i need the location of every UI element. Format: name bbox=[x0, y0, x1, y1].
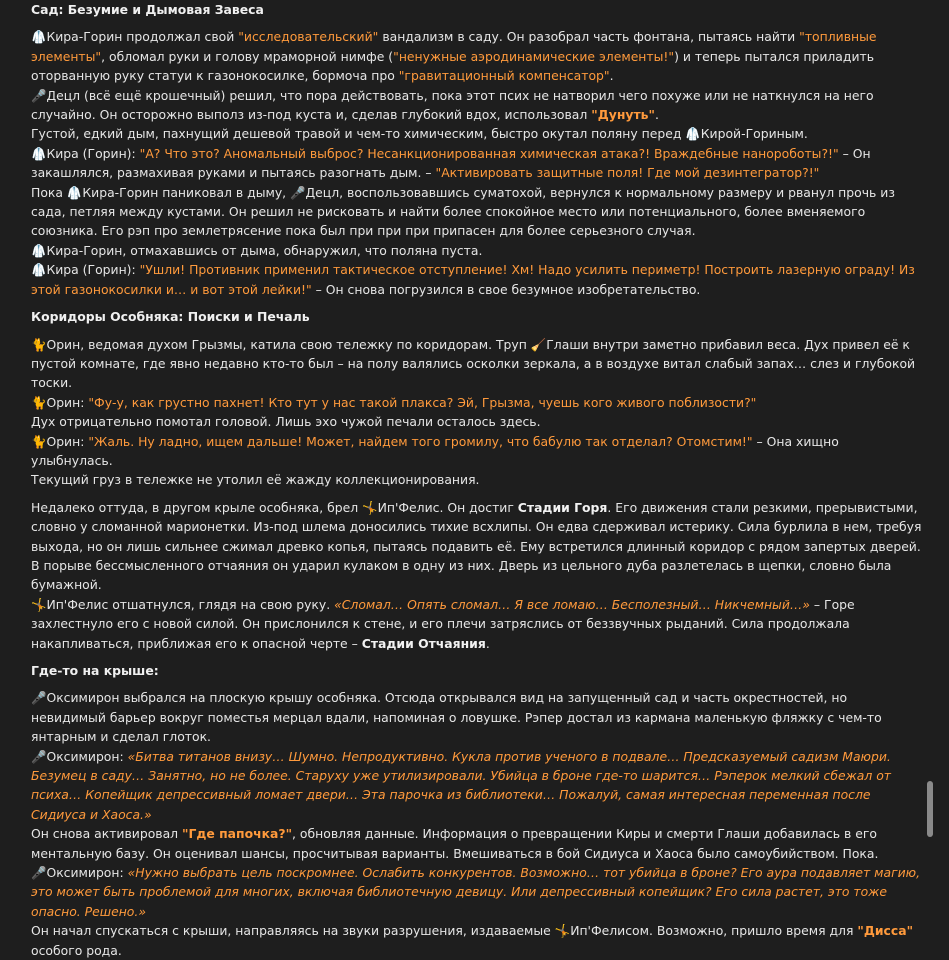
paragraph-corridors-6 bbox=[31, 498, 923, 595]
text: Недалеко оттуда, в другом крыле особняка, брел bbox=[31, 499, 363, 515]
text: Орин: bbox=[46, 394, 89, 410]
paragraph-roof-4 bbox=[31, 863, 923, 921]
text: Кира-Горин продолжал свой bbox=[46, 29, 239, 45]
text: Децл (всё ещё крошечный) решил, что пора действовать, пока этот псих не натворил чего похуже или не наткнулся на него случайно. Он осторожно выполз из-под куста и, сделав глубокий вдох, использовал bbox=[31, 87, 874, 123]
text: особого рода. bbox=[31, 942, 122, 958]
paragraph-garden-6 bbox=[31, 241, 923, 260]
text: Орин: bbox=[46, 433, 89, 449]
text: Орин, ведомая духом Грызмы, катила свою тележку по коридорам. Труп bbox=[46, 336, 531, 352]
scrollbar-thumb[interactable] bbox=[927, 781, 933, 837]
text: , обломал руки и голову мраморной нимфе ( bbox=[101, 48, 394, 64]
highlight: "Жаль. Ну ладно, ищем дальше! Может, найдем того громилу, что бабулю так отделал? Отомстим!" bbox=[88, 433, 753, 449]
text: . bbox=[485, 635, 490, 651]
text: . bbox=[654, 107, 659, 123]
oxymiron-microphone-icon: 🎤 bbox=[31, 748, 47, 764]
paragraph-roof-1 bbox=[31, 688, 923, 746]
paragraph-corridors-3 bbox=[31, 412, 923, 431]
text: Кира-Горин паниковал в дыму, bbox=[82, 184, 291, 200]
text: Кира (Горин): bbox=[46, 145, 140, 161]
text: – Горе захлестнуло его с новой силой. Он прислонился к стене, и его плечи затряслись от беззвучных рыданий. Сила продолжала накапливаться, приближая его к опасной черте – bbox=[31, 596, 855, 651]
highlight: "Ушли! Противник применил тактическое отступление! Хм! Надо усилить периметр! Построить лазерную ограду! Из этой газонокосилки и… и вот этой лейки!" bbox=[31, 262, 915, 297]
highlight: "Дисса" bbox=[857, 923, 914, 939]
paragraph-garden-5 bbox=[31, 183, 923, 241]
orin-cat-icon: 🐈 bbox=[31, 336, 47, 352]
spacer bbox=[31, 680, 923, 688]
text: . Его движения стали резкими, прерывистыми, словно у сломанной марионетки. Из-под шлема доносились тихие всхлипы. Он едва сдерживал истерику. Сила бурлила в нем, требуя выхода, но он лишь сильнее сжимал древко копья, пытаясь подавить её. Ему встретился длинный коридор с рядом запертых дверей. В порыве бессмысленного отчаяния он ударил кулаком в одну из них. Дверь из цельного дуба разлетелась в щепки, словно была бумажной. bbox=[31, 499, 922, 593]
text: Пока bbox=[31, 184, 67, 200]
spacer bbox=[31, 653, 923, 661]
spacer bbox=[31, 490, 923, 498]
text: Ип'Фелис отшатнулся, глядя на свою руку. bbox=[46, 596, 335, 612]
italic-quote: «Сломал… Опять сломал… Я все ломаю… Бесполезный… Никчемный…» bbox=[334, 596, 810, 612]
italic-quote: «Нужно выбрать цель поскромнее. Ослабить конкурентов. Возможно… тот убийца в броне? Его аура подавляет магию, это может быть проблемой для многих, включая библиотечную девицу. Или депрессивный копейщик? Его сила растет, это тоже опасно. Решено.» bbox=[31, 865, 921, 919]
spacer bbox=[31, 327, 923, 335]
kira-icon: 🥼 bbox=[31, 262, 47, 278]
paragraph-garden-4 bbox=[31, 144, 923, 183]
glasha-broom-icon: 🧹 bbox=[530, 336, 547, 352]
bold-text: Стадии Горя bbox=[517, 499, 608, 515]
text: ) и теперь пытался приладить оторванную руку статуи к газонокосилке, бормоча про bbox=[31, 48, 875, 84]
decl-microphone-icon: 🎤 bbox=[31, 87, 47, 103]
spacer bbox=[31, 299, 923, 307]
text: вандализм в саду. Он разобрал часть фонтана, пытаясь найти bbox=[378, 29, 800, 45]
kira-icon: 🥼 bbox=[31, 242, 47, 258]
spacer bbox=[31, 19, 923, 27]
text: Кира-Горин, отмахавшись от дыма, обнаружил, что поляна пуста. bbox=[46, 242, 483, 258]
text: Ип'Фелис. Он достиг bbox=[377, 499, 518, 515]
highlight: "гравитационный компенсатор" bbox=[398, 68, 610, 84]
ipfelis-icon: 🤸 bbox=[362, 499, 378, 515]
text: Оксимирон: bbox=[46, 748, 128, 764]
text: Глаши внутри заметно прибавил веса. Дух привел её к пустой комнате, где явно недавно кто-то был – на полу валялись осколки зеркала, а в воздухе витал слабый запах… слез и глубокой тоски. bbox=[31, 336, 916, 391]
highlight: "Дунуть" bbox=[591, 107, 655, 123]
text: Кира (Горин): bbox=[46, 262, 140, 278]
paragraph-roof-2 bbox=[31, 747, 923, 825]
text: Оксимирон выбрался на плоскую крышу особняка. Отсюда открывался вид на запущенный сад и часть окрестностей, но невидимый барьер вокруг поместья мерцал вдали, напоминая о ловушке. Рэпер достал из кармана маленькую фляжку с чем-то янтарным и сделал глоток. bbox=[31, 690, 882, 745]
text: – Он снова погрузился в свое безумное изобретательство. bbox=[311, 281, 701, 297]
highlight: "исследовательский" bbox=[238, 29, 379, 45]
highlight: "Где папочка?" bbox=[182, 826, 293, 842]
text: Он снова активировал bbox=[31, 826, 183, 842]
section-title-garden: Сад: Безумие и Дымовая Завеса bbox=[31, 2, 264, 17]
paragraph-roof-3 bbox=[31, 824, 923, 863]
text: Густой, едкий дым, пахнущий дешевой травой и чем-то химическим, быстро окутал поляну перед bbox=[31, 126, 686, 142]
text: Дух отрицательно помотал головой. Лишь эхо чужой печали осталось здесь. bbox=[31, 414, 541, 430]
highlight: "Активировать защитные поля! Где мой дезинтегратор?!" bbox=[435, 165, 820, 181]
kira-icon: 🥼 bbox=[31, 29, 47, 45]
text: Он начал спускаться с крыши, направляясь на звуки разрушения, издаваемые bbox=[31, 923, 555, 939]
text: – Он закашлялся, размахивая руками и пытаясь разогнать дым. – bbox=[31, 145, 871, 181]
paragraph-garden-3 bbox=[31, 124, 923, 143]
text: Оксимирон: bbox=[46, 865, 128, 881]
ipfelis-icon: 🤸 bbox=[31, 596, 47, 612]
oxymiron-microphone-icon: 🎤 bbox=[31, 865, 47, 881]
text: Ип'Фелисом. Возможно, пришло время для bbox=[570, 923, 858, 939]
paragraph-corridors-4 bbox=[31, 432, 923, 471]
text: Децл, воспользовавшись суматохой, вернулся к нормальному размеру и рванул прочь из сада, петляя между кустами. Он решил не рисковать и найти более спокойное место или потенциального, более вменяемого союзника. Его рэп про землетрясение пока был при при при припасен для более серьезного случая. bbox=[31, 184, 895, 239]
paragraph-garden-1 bbox=[31, 27, 923, 85]
paragraph-roof-5 bbox=[31, 921, 923, 960]
highlight: "Фу-у, как грустно пахнет! Кто тут у нас такой плакса? Эй, Грызма, чуешь кого живого поблизости?" bbox=[88, 394, 757, 410]
paragraph-garden-2 bbox=[31, 86, 923, 125]
decl-microphone-icon: 🎤 bbox=[290, 184, 306, 200]
paragraph-corridors-1 bbox=[31, 335, 923, 393]
section-title-corridors: Коридоры Особняка: Поиски и Печаль bbox=[31, 309, 310, 325]
kira-icon: 🥼 bbox=[685, 126, 701, 142]
text: , обновляя данные. Информация о превращении Киры и смерти Глаши добавилась в его ментальную базу. Он оценивал шансы, просчитывая варианты. Вмешиваться в бой Сидиуса и Хаоса было самоубийством. Пока. bbox=[31, 826, 879, 861]
text: Кирой-Гориным. bbox=[700, 126, 808, 142]
kira-icon: 🥼 bbox=[31, 145, 47, 161]
orin-cat-icon: 🐈 bbox=[31, 394, 47, 410]
kira-icon: 🥼 bbox=[66, 184, 83, 200]
chat-message-content bbox=[31, 0, 923, 960]
italic-quote: «Битва титанов внизу… Шумно. Непродуктивно. Кукла против ученого в подвале… Предсказуемый садизм Маюри. Безумец в саду… Занятно, но не более. Старуху уже утилизировали. Убийца в броне где-то шарится… Рэперок мелкий сбежал от психа… Копейщик депрессивный ломает двери… Эта парочка из библиотеки… Пожалуй, самая интересная переменная после Сидиуса и Хаоса.» bbox=[31, 748, 892, 822]
ipfelis-icon: 🤸 bbox=[554, 923, 571, 939]
text: . bbox=[609, 68, 614, 84]
oxymiron-microphone-icon: 🎤 bbox=[31, 690, 47, 706]
paragraph-garden-7 bbox=[31, 260, 923, 299]
section-title-roof: Где-то на крыше: bbox=[31, 663, 159, 678]
highlight: "топливные элементы" bbox=[31, 29, 877, 64]
paragraph-corridors-7 bbox=[31, 595, 923, 653]
highlight: "ненужные аэродинамические элементы!" bbox=[393, 48, 675, 64]
orin-cat-icon: 🐈 bbox=[31, 433, 47, 449]
text: – Она хищно улыбнулась. bbox=[31, 433, 839, 468]
highlight: "А? Что это? Аномальный выброс? Несанкционированная химическая атака?! Враждебные нанороботы?!" bbox=[139, 145, 839, 161]
paragraph-corridors-5 bbox=[31, 470, 923, 489]
text: Текущий груз в тележке не утолил её жажду коллекционирования. bbox=[31, 472, 480, 488]
bold-text: Стадии Отчаяния bbox=[361, 635, 486, 651]
paragraph-corridors-2 bbox=[31, 393, 923, 412]
